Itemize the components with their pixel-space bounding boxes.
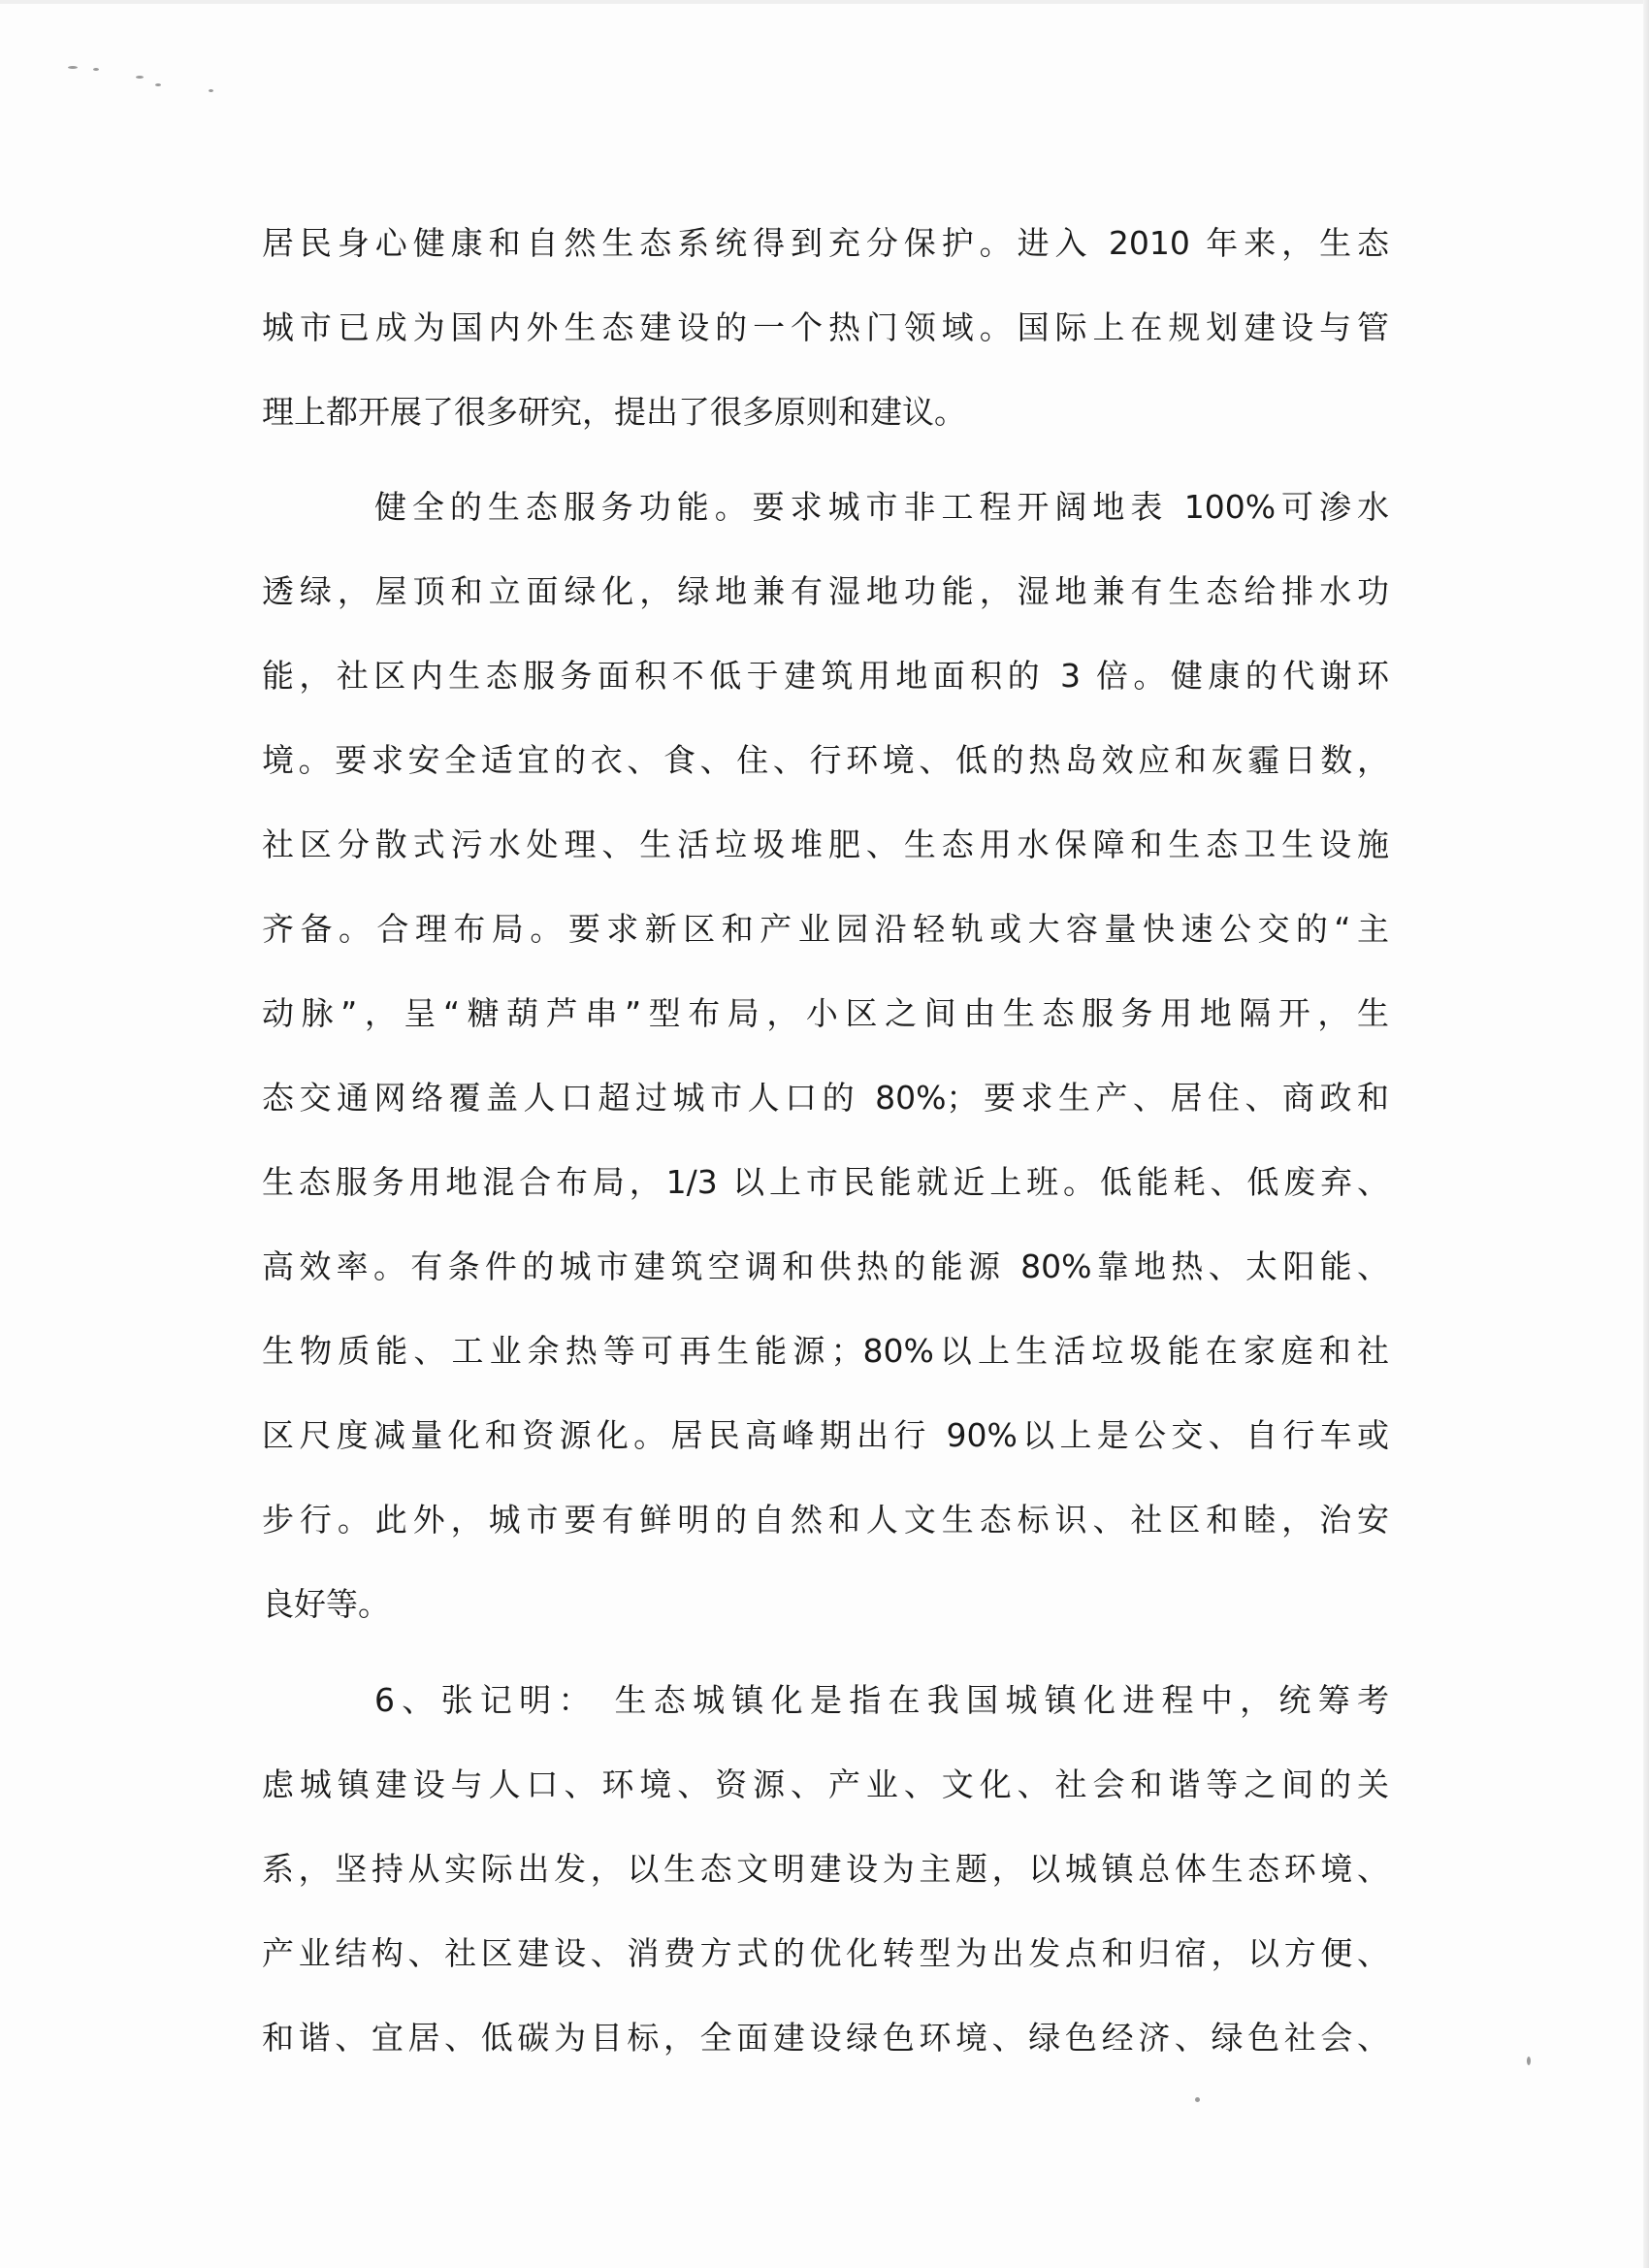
text-line: 6、张记明： 生态城镇化是指在我国城镇化进程中，统筹考: [374, 1681, 1389, 1719]
text-line: 居民身心健康和自然生态系统得到充分保护。进入 2010 年来，生态: [262, 224, 1389, 262]
text-line: 健全的生态服务功能。要求城市非工程开阔地表 100%可渗水: [374, 488, 1389, 526]
scan-speck: [136, 76, 144, 79]
scan-speck: [155, 83, 161, 86]
text-line: 动脉”，呈“糖葫芦串”型布局，小区之间由生态服务用地隔开，生: [262, 994, 1389, 1032]
text-line: 城市已成为国内外生态建设的一个热门领域。国际上在规划建设与管: [262, 308, 1389, 346]
scan-speck: [209, 89, 213, 92]
text-line: 境。要求安全适宜的衣、食、住、行环境、低的热岛效应和灰霾日数，: [262, 741, 1389, 779]
text-line: 产业结构、社区建设、消费方式的优化转型为出发点和归宿，以方便、: [262, 1934, 1389, 1972]
scan-speck: [1527, 2057, 1531, 2065]
text-line: 社区分散式污水处理、生活垃圾堆肥、生态用水保障和生态卫生设施: [262, 826, 1389, 863]
text-line: 态交通网络覆盖人口超过城市人口的 80%；要求生产、居住、商政和: [262, 1079, 1389, 1117]
text-line: 理上都开展了很多研究，提出了很多原则和建议。: [262, 393, 966, 431]
text-line: 虑城镇建设与人口、环境、资源、产业、文化、社会和谐等之间的关: [262, 1766, 1389, 1803]
text-line: 步行。此外，城市要有鲜明的自然和人文生态标识、社区和睦，治安: [262, 1501, 1389, 1539]
scan-speck: [1195, 2097, 1200, 2102]
text-line: 能，社区内生态服务面积不低于建筑用地面积的 3 倍。健康的代谢环: [262, 657, 1389, 695]
scan-speck: [93, 68, 99, 71]
text-line: 区尺度减量化和资源化。居民高峰期出行 90%以上是公交、自行车或: [262, 1416, 1389, 1454]
scan-speck: [68, 66, 78, 69]
text-line: 生态服务用地混合布局，1/3 以上市民能就近上班。低能耗、低废弃、: [262, 1163, 1389, 1201]
text-line: 系，坚持从实际出发，以生态文明建设为主题，以城镇总体生态环境、: [262, 1850, 1389, 1888]
text-line: 透绿，屋顶和立面绿化，绿地兼有湿地功能，湿地兼有生态给排水功: [262, 572, 1389, 610]
text-line: 良好等。: [262, 1585, 390, 1623]
page-top-edge: [0, 0, 1649, 4]
text-line: 生物质能、工业余热等可再生能源；80%以上生活垃圾能在家庭和社: [262, 1332, 1389, 1370]
text-line: 和谐、宜居、低碳为目标，全面建设绿色环境、绿色经济、绿色社会、: [262, 2019, 1389, 2057]
text-line: 齐备。合理布局。要求新区和产业园沿轻轨或大容量快速公交的“主: [262, 910, 1389, 948]
page-right-edge: [1643, 0, 1649, 2268]
text-line: 高效率。有条件的城市建筑空调和供热的能源 80%靠地热、太阳能、: [262, 1247, 1389, 1285]
